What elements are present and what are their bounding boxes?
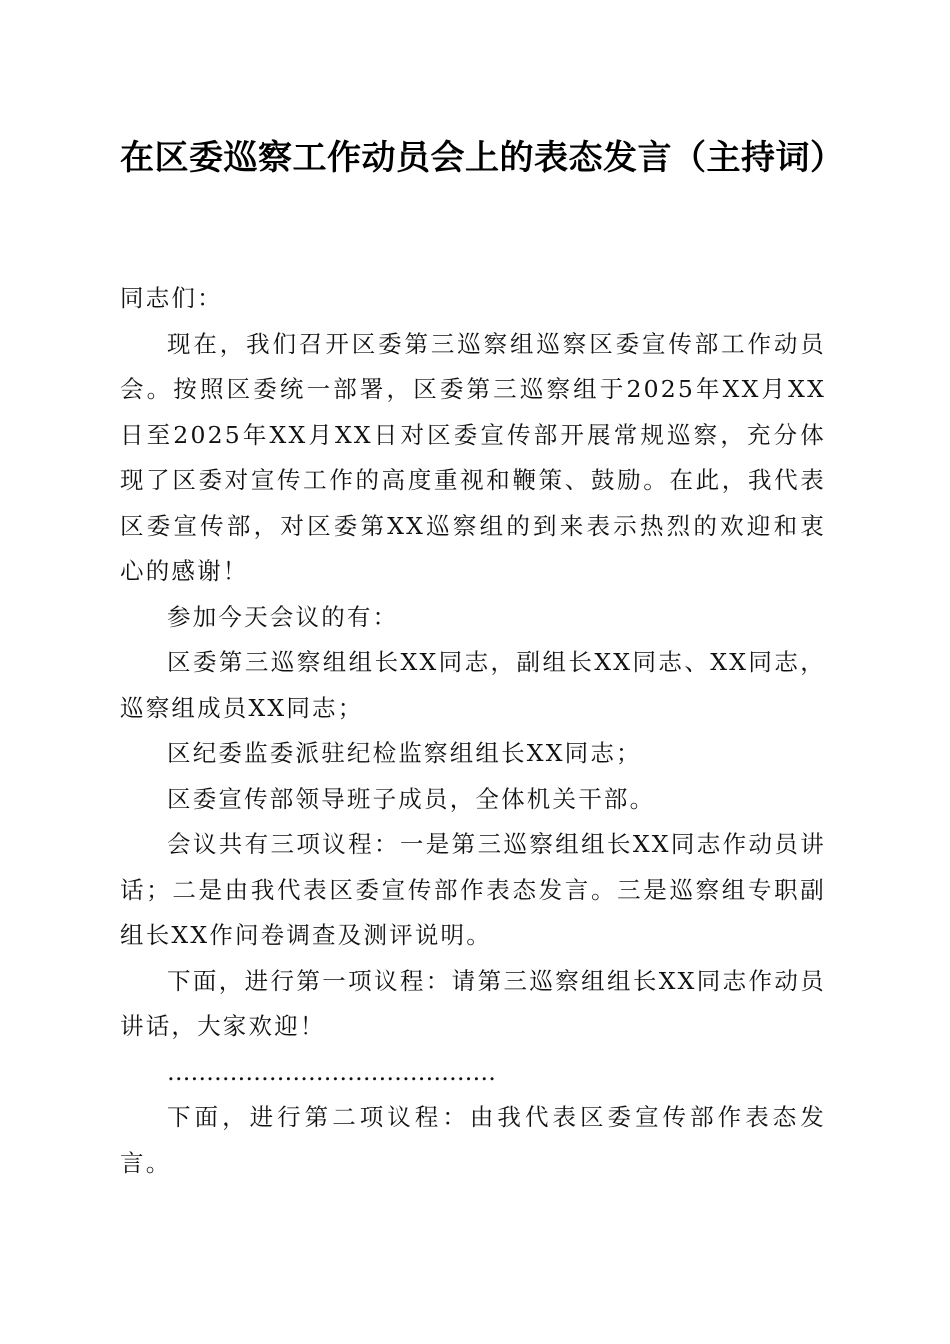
paragraph-attendees-intro: 参加今天会议的有： xyxy=(167,602,399,631)
paragraph-attendee-discipline-group: 区纪委监委派驻纪检监察组组长XX同志； xyxy=(167,739,642,767)
paragraph-agenda: 会议共有三项议程：一是第三巡察组组长XX同志作动员讲话；二是由我代表区委宣传部作表态发言。三是巡察组专职副组长XX作问卷调查及测评说明。 xyxy=(120,830,826,949)
paragraph-attendee-inspection-team: 区委第三巡察组组长XX同志，副组长XX同志、XX同志，巡察组成员XX同志； xyxy=(120,648,826,722)
document-body xyxy=(120,276,826,1186)
paragraph-attendee-propaganda-dept: 区委宣传部领导班子成员，全体机关干部。 xyxy=(167,784,656,813)
ellipsis-separator: …………………………………… xyxy=(167,1057,496,1086)
salutation: 同志们： xyxy=(120,284,223,312)
paragraph-first-item: 下面，进行第一项议程：请第三巡察组组长XX同志作动员讲话，大家欢迎！ xyxy=(120,966,826,1040)
paragraph-second-item: 下面，进行第二项议程：由我代表区委宣传部作表态发言。 xyxy=(120,1103,826,1177)
paragraph-opening: 现在，我们召开区委第三巡察组巡察区委宣传部工作动员会。按照区委统一部署，区委第三巡察组于2025年XX月XX日至2025年XX月XX日对区委宣传部开展常规巡察，充分体现了区委对宣传工作的高度重视和鞭策、鼓励。在此，我代表区委宣传部，对区委第XX巡察组的到来表示热烈的欢迎和衷心的感谢！ xyxy=(120,329,826,585)
document-title: 在区委巡察工作动员会上的表态发言（主持词） xyxy=(120,138,845,178)
